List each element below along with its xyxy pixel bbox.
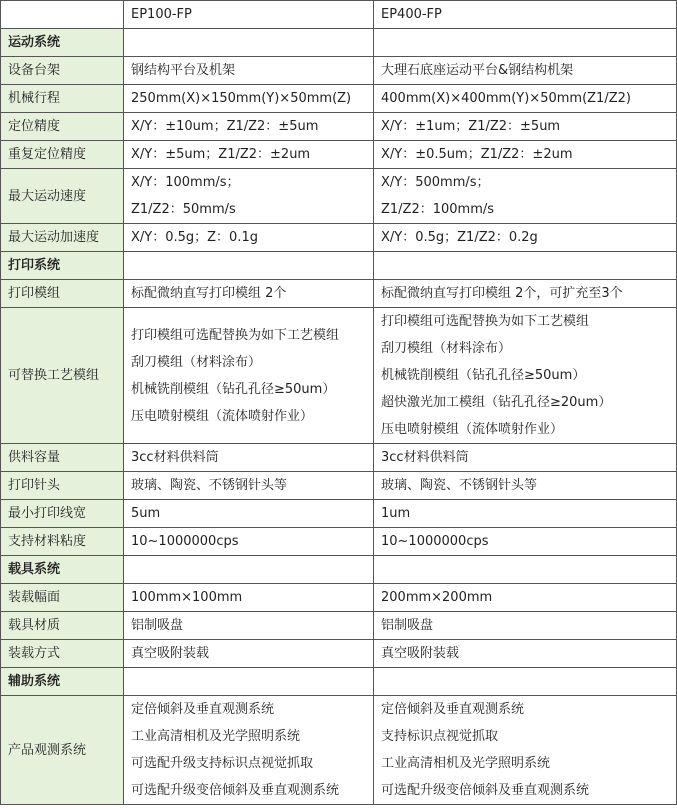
spec-row xyxy=(1,528,677,556)
spec-value-ep100 xyxy=(124,584,374,612)
spec-value-line: 250mm(X)×150mm(Y)×50mm(Z) xyxy=(131,91,352,106)
spec-value-line: 支持标识点视觉抓取 xyxy=(381,729,499,744)
spec-value-ep100 xyxy=(124,224,374,252)
spec-row xyxy=(1,57,677,85)
spec-value-line: 200mm×200mm xyxy=(381,590,493,605)
spec-value-ep400 xyxy=(374,169,677,224)
spec-value-line: 压电喷射模组（流体喷射作业） xyxy=(131,408,314,424)
section-row xyxy=(1,252,677,280)
header-model-ep100: EP100-FP xyxy=(124,1,374,29)
spec-label: 最大运动速度 xyxy=(1,169,124,224)
spec-row xyxy=(1,224,677,252)
spec-value-ep400 xyxy=(374,85,677,113)
spec-value-ep400 xyxy=(374,640,677,668)
spec-value-line: 5um xyxy=(131,506,161,521)
spec-value-line: X/Y：±10um；Z1/Z2：±5um xyxy=(131,119,319,134)
spec-value-line: 真空吸附装载 xyxy=(131,646,210,661)
section-empty-cell xyxy=(124,668,374,696)
spec-table-body xyxy=(1,1,677,805)
spec-value-ep400 xyxy=(374,280,677,308)
spec-value-ep100 xyxy=(124,500,374,528)
spec-value-ep400 xyxy=(374,57,677,85)
spec-row xyxy=(1,113,677,141)
spec-value-line: 10~1000000cps xyxy=(381,534,489,549)
spec-row xyxy=(1,308,677,444)
header-empty-cell xyxy=(1,1,124,29)
spec-value-line: 可选配升级变倍倾斜及垂直观测系统 xyxy=(131,783,340,798)
spec-value-line: X/Y：500mm/s； xyxy=(381,175,490,190)
spec-value-ep400 xyxy=(374,141,677,169)
spec-label: 载具材质 xyxy=(1,612,124,640)
spec-row xyxy=(1,280,677,308)
spec-value-line: 真空吸附装载 xyxy=(381,646,460,661)
spec-row xyxy=(1,640,677,668)
spec-value-line: 玻璃、陶瓷、不锈钢针头等 xyxy=(381,478,538,493)
spec-value-line: 铝制吸盘 xyxy=(381,618,434,633)
spec-value-line: 3cc材料供料筒 xyxy=(381,450,469,465)
spec-label: 机械行程 xyxy=(1,85,124,113)
spec-row xyxy=(1,612,677,640)
spec-value-ep100 xyxy=(124,308,374,444)
spec-label: 打印针头 xyxy=(1,472,124,500)
spec-value-ep100 xyxy=(124,280,374,308)
spec-value-ep100 xyxy=(124,169,374,224)
spec-value-line: 机械铣削模组（钻孔孔径≥50um） xyxy=(381,368,586,383)
spec-value-ep400 xyxy=(374,500,677,528)
spec-row xyxy=(1,444,677,472)
spec-label: 装载幅面 xyxy=(1,584,124,612)
section-empty-cell xyxy=(124,29,374,57)
spec-row xyxy=(1,584,677,612)
spec-value-ep400 xyxy=(374,584,677,612)
spec-row xyxy=(1,141,677,169)
section-empty-cell xyxy=(124,556,374,584)
section-empty-cell xyxy=(374,252,677,280)
spec-label: 重复定位精度 xyxy=(1,141,124,169)
spec-row xyxy=(1,169,677,224)
spec-value-ep400 xyxy=(374,444,677,472)
spec-label: 定位精度 xyxy=(1,113,124,141)
section-empty-cell xyxy=(124,252,374,280)
spec-value-line: Z1/Z2：50mm/s xyxy=(131,202,236,217)
spec-value-line: 10~1000000cps xyxy=(131,534,239,549)
spec-value-line: X/Y：100mm/s； xyxy=(131,175,240,190)
section-title: 载具系统 xyxy=(1,556,124,584)
spec-label: 供料容量 xyxy=(1,444,124,472)
section-row xyxy=(1,29,677,57)
spec-value-line: 3cc材料供料筒 xyxy=(131,450,219,465)
spec-value-line: 1um xyxy=(381,506,411,521)
spec-value-ep400 xyxy=(374,308,677,444)
spec-value-line: 刮刀模组（材料涂布） xyxy=(381,341,512,356)
spec-value-line: 400mm(X)×400mm(Y)×50mm(Z1/Z2) xyxy=(381,91,631,106)
spec-value-line: 打印模组可选配替换为如下工艺模组 xyxy=(381,314,590,329)
spec-value-line: 机械铣削模组（钻孔孔径≥50um） xyxy=(131,381,336,397)
spec-value-ep100 xyxy=(124,85,374,113)
spec-value-ep100 xyxy=(124,444,374,472)
spec-value-ep400 xyxy=(374,528,677,556)
spec-value-line: 钢结构平台及机架 xyxy=(131,63,236,78)
spec-row xyxy=(1,85,677,113)
spec-value-line: 压电喷射模组（流体喷射作业） xyxy=(381,422,564,437)
spec-value-line: 玻璃、陶瓷、不锈钢针头等 xyxy=(131,478,288,493)
spec-value-line: Z1/Z2：100mm/s xyxy=(381,202,495,217)
header-model-ep400: EP400-FP xyxy=(374,1,677,29)
spec-value-line: 可选配升级支持标识点视觉抓取 xyxy=(131,756,314,771)
spec-label: 打印模组 xyxy=(1,280,124,308)
spec-value-line: X/Y：0.5g；Z：0.1g xyxy=(131,230,258,245)
spec-value-line: 可选配升级变倍倾斜及垂直观测系统 xyxy=(381,783,590,798)
section-row xyxy=(1,668,677,696)
spec-label: 装载方式 xyxy=(1,640,124,668)
spec-value-line: 刮刀模组（材料涂布） xyxy=(131,354,262,370)
spec-value-line: 定倍倾斜及垂直观测系统 xyxy=(131,702,275,717)
spec-value-line: 打印模组可选配替换为如下工艺模组 xyxy=(131,327,340,343)
section-row xyxy=(1,556,677,584)
spec-value-line: 铝制吸盘 xyxy=(131,618,184,633)
spec-label: 最大运动加速度 xyxy=(1,224,124,252)
spec-value-ep400 xyxy=(374,696,677,805)
spec-value-ep100 xyxy=(124,612,374,640)
spec-value-ep400 xyxy=(374,224,677,252)
section-title: 打印系统 xyxy=(1,252,124,280)
spec-label: 支持材料粘度 xyxy=(1,528,124,556)
spec-value-line: 标配微纳直写打印模组 2个，可扩充至3个 xyxy=(381,286,623,301)
spec-value-line: X/Y：±1um；Z1/Z2：±5um xyxy=(381,119,561,134)
spec-value-line: 工业高清相机及光学照明系统 xyxy=(131,729,301,744)
spec-row xyxy=(1,500,677,528)
section-title: 辅助系统 xyxy=(1,668,124,696)
spec-value-line: 100mm×100mm xyxy=(131,590,243,605)
spec-label: 最小打印线宽 xyxy=(1,500,124,528)
section-empty-cell xyxy=(374,29,677,57)
spec-value-line: X/Y：±0.5um；Z1/Z2：±2um xyxy=(381,147,573,162)
spec-value-ep400 xyxy=(374,113,677,141)
spec-value-line: 超快激光加工模组（钻孔孔径≥20um） xyxy=(381,395,612,410)
spec-value-ep100 xyxy=(124,640,374,668)
spec-label: 可替换工艺模组 xyxy=(1,308,124,444)
spec-value-line: 标配微纳直写打印模组 2个 xyxy=(131,286,287,301)
spec-value-ep100 xyxy=(124,472,374,500)
spec-value-ep100 xyxy=(124,141,374,169)
spec-row xyxy=(1,472,677,500)
spec-value-ep100 xyxy=(124,528,374,556)
spec-label: 设备台架 xyxy=(1,57,124,85)
spec-value-line: 定倍倾斜及垂直观测系统 xyxy=(381,702,525,717)
section-empty-cell xyxy=(374,556,677,584)
spec-value-line: 工业高清相机及光学照明系统 xyxy=(381,756,551,771)
spec-value-line: X/Y：0.5g；Z1/Z2：0.2g xyxy=(381,230,538,245)
section-empty-cell xyxy=(374,668,677,696)
spec-value-ep100 xyxy=(124,696,374,805)
spec-value-ep100 xyxy=(124,113,374,141)
spec-row xyxy=(1,696,677,805)
section-title: 运动系统 xyxy=(1,29,124,57)
spec-value-ep400 xyxy=(374,472,677,500)
spec-value-ep400 xyxy=(374,612,677,640)
spec-value-line: 大理石底座运动平台&钢结构机架 xyxy=(381,63,574,78)
spec-value-ep100 xyxy=(124,57,374,85)
spec-label: 产品观测系统 xyxy=(1,696,124,805)
header-row xyxy=(1,1,677,29)
spec-value-line: X/Y：±5um；Z1/Z2：±2um xyxy=(131,147,311,162)
